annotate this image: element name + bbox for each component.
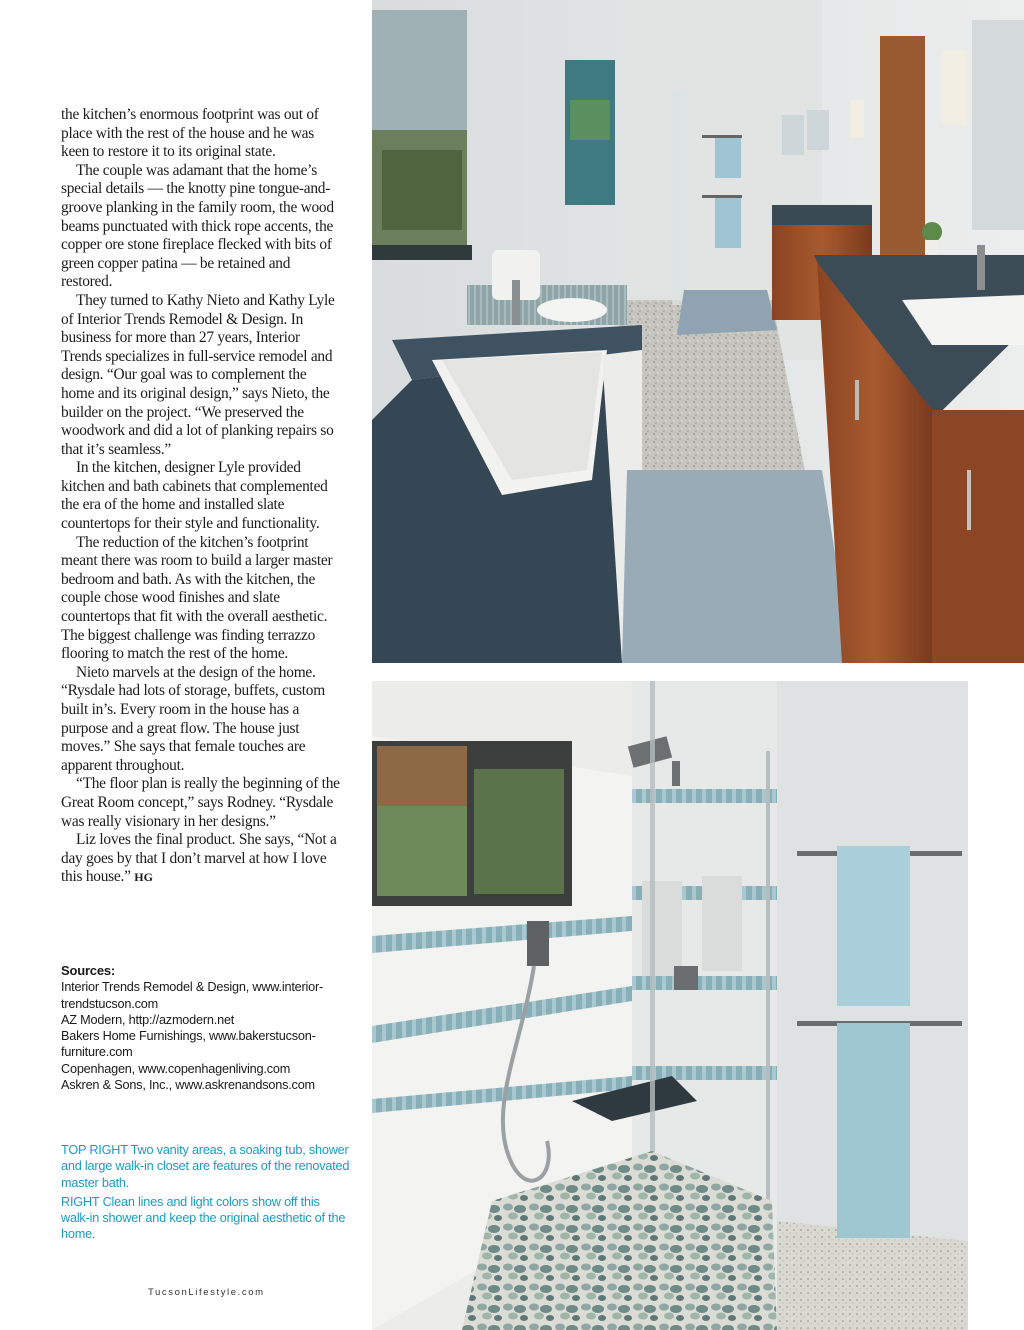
sources-heading: Sources: [61,963,116,978]
source-item: Askren & Sons, Inc., www.askrenandsons.com [61,1078,315,1093]
source-item: Copenhagen, www.copenhagenliving.com [61,1061,291,1076]
article-body [61,106,341,887]
photo-captions [61,1142,351,1246]
article-paragraph: the kitchen’s enormous footprint was out of place with the rest of the house and he was keen to restore it to its original state. [61,106,319,161]
article-paragraph: They turned to Kathy Nieto and Kathy Lyle of Interior Trends Remodel & Design. In business for more than 27 years, Interior Trends specializes in full-service remodel and design. “Our goal was to complement the home and its original design,” says Nieto, the builder on the project. “We preserved the woodwork and did a lot of planking repairs so that it’s seamless.” [61,291,335,458]
source-item: Bakers Home Furnishings, www.bakerstucson-furniture.com [61,1029,316,1060]
article-paragraph: “The floor plan is really the beginning of the Great Room concept,” says Rodney. “Rysdale was really visionary in her designs.” [61,775,340,830]
master-bath-illustration [372,0,1024,663]
walk-in-shower-illustration [372,681,968,1330]
walk-in-shower-photo [372,681,968,1330]
article-paragraph-text: Liz loves the final product. She says, “Not a day goes by that I don’t marvel at how I love this house.” [61,831,337,886]
footer-website: TucsonLifestyle.com [148,1287,265,1298]
article-paragraph: The reduction of the kitchen’s footprint meant there was room to build a larger master bedroom and bath. As with the kitchen, the couple chose wood finishes and slate countertops that fit with the overall aesthetic. The biggest challenge was finding terrazzo flooring to match the rest of the home. [61,533,333,663]
caption-right: RIGHT Clean lines and light colors show off this walk-in shower and keep the original aesthetic of the home. [61,1194,346,1242]
source-item: Interior Trends Remodel & Design, www.interior-trendstucson.com [61,980,324,1011]
article-paragraph-last [61,831,341,887]
article-paragraph: In the kitchen, designer Lyle provided kitchen and bath cabinets that complemented the era of the home and installed slate countertops for their style and functionality. [61,459,328,533]
end-mark: HG [134,870,153,885]
article-paragraph: Nieto marvels at the design of the home. “Rysdale had lots of storage, buffets, custom built in’s. Every room in the house has a purpose and a great flow. The house just moves.” She says that female touches are apparent throughout. [61,663,325,774]
master-bath-photo [372,0,1024,663]
sources-block [61,963,346,1093]
article-paragraph: The couple was adamant that the home’s special details — the knotty pine tongue-and-groove planking in the family room, the wood beams punctuated with thick rope accents, the copper ore stone fireplace flecked with bits of green copper patina — be retained and restored. [61,161,334,291]
source-item: AZ Modern, http://azmodern.net [61,1012,235,1027]
caption-top-right: TOP RIGHT Two vanity areas, a soaking tub, shower and large walk-in closet are features of the renovated master bath. [61,1143,350,1190]
